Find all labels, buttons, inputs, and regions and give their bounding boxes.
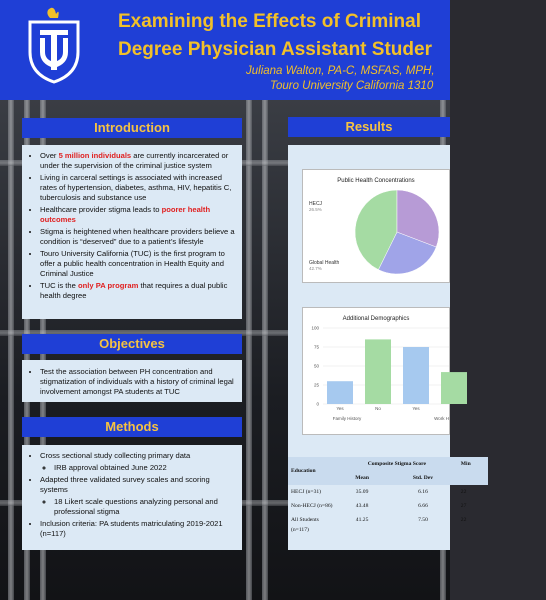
- bar: [441, 372, 467, 404]
- pie-label: HECJ: [309, 201, 323, 207]
- row-label: All Students (n=117): [291, 517, 319, 533]
- y-tick-label: 50: [313, 363, 319, 369]
- introduction-text: Healthcare provider stigma leads to: [40, 205, 162, 214]
- introduction-item: [40, 227, 238, 247]
- header-mean: Mean: [336, 471, 388, 485]
- bar-chart-title: Additional Demographics: [342, 316, 410, 322]
- x-tick-label: Yes: [412, 406, 420, 411]
- introduction-text: Over: [40, 151, 59, 160]
- pie-chart-box: [302, 169, 450, 283]
- table-wrapper: [288, 437, 471, 550]
- header-sd: Std. Dev: [388, 471, 458, 485]
- table-row: [288, 485, 488, 499]
- group-label: Work H: [434, 416, 449, 421]
- institution: Touro University California 1310: [270, 80, 434, 92]
- title-line-2: Degree Physician Assistant Studer: [118, 39, 432, 60]
- row-min: 22: [460, 517, 467, 523]
- objectives-heading: Objectives: [22, 334, 242, 354]
- row-mean: 43.48: [355, 503, 369, 509]
- header-composite: Composite Stigma Score: [336, 457, 458, 471]
- group-label: Family History: [332, 416, 362, 421]
- poster-title: [118, 8, 518, 64]
- y-tick-label: 25: [313, 382, 319, 388]
- table-header-row: [288, 457, 488, 471]
- header-min: Min: [458, 457, 488, 471]
- methods-item: • Cross sectional study collecting primary data: [40, 451, 238, 461]
- pie-percent-label: 42.7%: [309, 266, 322, 271]
- introduction-item: [40, 205, 238, 225]
- introduction-highlight: only PA program: [77, 281, 139, 290]
- introduction-text: Living in carceral settings is associated with increased rates of hypertension, diabetes, asthma, HIV, hepatitis C, tuberculosis and substance use: [40, 173, 232, 202]
- pie-percent-label: 26.5%: [309, 207, 322, 212]
- y-tick-label: 0: [316, 401, 319, 407]
- row-mean: 41.25: [355, 517, 369, 523]
- author-block: [246, 64, 546, 94]
- header-education: Education: [288, 457, 336, 485]
- methods-subitem: ◦ IRB approval obtained June 2022: [54, 463, 238, 473]
- objectives-panel: [22, 360, 242, 402]
- introduction-item: [40, 281, 238, 301]
- introduction-heading: Introduction: [22, 118, 242, 138]
- introduction-text: TUC is the: [40, 281, 78, 290]
- introduction-panel: [22, 145, 242, 319]
- table-row: [288, 513, 488, 537]
- x-tick-label: Yes: [336, 406, 344, 411]
- row-mean: 35.09: [355, 489, 369, 495]
- row-label: HECJ (n=31): [291, 489, 322, 495]
- row-min: 22: [460, 489, 467, 495]
- row-sd: 6.66: [418, 503, 428, 509]
- bar: [403, 347, 429, 404]
- y-tick-label: 75: [313, 344, 319, 350]
- x-tick-label: No: [375, 406, 381, 411]
- bar-chart: [303, 308, 449, 434]
- authors: Juliana Walton, PA-C, MSFAS, MPH,: [246, 65, 435, 77]
- introduction-highlight: 5 million individuals: [58, 151, 132, 160]
- pie-label: Global Health: [309, 260, 340, 266]
- pie-chart-title: Public Health Concentrations: [337, 178, 415, 184]
- methods-panel: [22, 445, 242, 550]
- table-row: [288, 499, 488, 513]
- introduction-text: Touro University California (TUC) is the first program to offer a public health concentration in Health Equity and Criminal Justice: [40, 249, 225, 278]
- bar: [327, 381, 353, 404]
- row-sd: 7.50: [418, 517, 428, 523]
- methods-subitem: ◦ 18 Likert scale questions analyzing personal and professional stigma: [54, 497, 238, 517]
- bar-chart-box: [302, 307, 450, 435]
- methods-item: • Inclusion criteria: PA students matriculating 2019-2021 (n=117): [40, 519, 238, 539]
- results-panel: [288, 145, 471, 550]
- introduction-text: that requires a dual public health degree: [40, 281, 228, 300]
- introduction-item: [40, 151, 238, 171]
- introduction-list: [26, 151, 238, 301]
- methods-item: • Adapted three validated survey scales and scoring systems: [40, 475, 238, 495]
- row-min: 27: [460, 503, 467, 509]
- pie-chart: [303, 170, 449, 282]
- methods-heading: Methods: [22, 417, 242, 437]
- y-tick-label: 100: [311, 325, 319, 331]
- introduction-highlight: poorer health outcomes: [40, 205, 211, 224]
- bar: [365, 339, 391, 404]
- results-heading: Results: [288, 117, 450, 137]
- introduction-item: [40, 249, 238, 279]
- touro-logo: [26, 6, 82, 84]
- objectives-item: • Test the association between PH concentration and stigmatization of individuals with a history of criminal legal involvement amongst PA students at TUC: [40, 367, 238, 397]
- introduction-item: [40, 173, 238, 203]
- row-label: Non-HECJ (n=86): [291, 503, 333, 509]
- introduction-text: Stigma is heightened when healthcare providers believe a condition is “deserved” due to a patient’s lifestyle: [40, 227, 235, 246]
- title-line-1: Examining the Effects of Criminal: [118, 11, 421, 32]
- introduction-text: are currently incarcerated or under the supervision of the criminal justice system: [40, 151, 229, 170]
- row-sd: 6.16: [418, 489, 428, 495]
- poster-header: [0, 0, 450, 100]
- stigma-table: [288, 457, 488, 537]
